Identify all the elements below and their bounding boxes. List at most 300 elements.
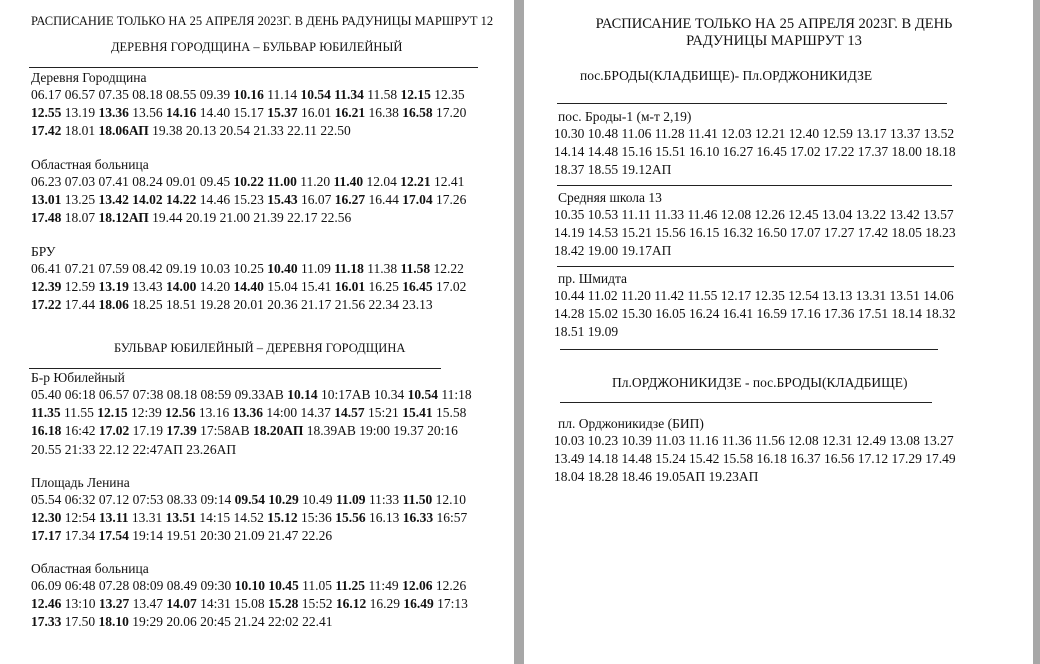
departure-time: 07.41 [98, 174, 129, 189]
departure-time: 17.27 [824, 225, 855, 240]
stop-name: Деревня Городщина [31, 70, 147, 85]
departure-time: 09.33АВ [234, 387, 284, 402]
departure-time: 15.56 [655, 225, 686, 240]
departure-time: 18.51 [554, 324, 585, 339]
departure-time: 17.29 [891, 451, 922, 466]
departure-time: 12.17 [720, 288, 752, 303]
departure-time: 12.21 [400, 174, 431, 189]
departure-time: 13.27 [98, 596, 130, 612]
departure-time: 15.56 [335, 510, 366, 526]
timetable [554, 206, 974, 260]
departure-time: 17.19 [132, 423, 164, 439]
timetable [554, 125, 974, 179]
departure-time: 18.05 [891, 225, 922, 240]
departure-time: 19.51 [166, 528, 197, 544]
departure-time: 06.23 [31, 174, 62, 189]
departure-time: 23.26АП [186, 441, 237, 457]
departure-time: 08:59 [200, 387, 232, 402]
departure-time: 11.56 [755, 433, 785, 448]
departure-time: 12.56 [165, 405, 196, 421]
departure-time: 17.48 [31, 210, 62, 226]
departure-time: 18.06АП [98, 123, 149, 139]
departure-time: 06:18 [64, 387, 96, 402]
departure-time: 08.55 [166, 87, 197, 102]
departure-time: 06.57 [98, 387, 130, 402]
departure-time: 17.16 [790, 306, 821, 321]
departure-time: 16.49 [403, 596, 434, 612]
departure-time: 11.25 [335, 578, 366, 593]
departure-time: 12.35 [434, 87, 465, 102]
departure-time: 16.32 [722, 225, 754, 240]
departure-time: 11.41 [688, 126, 718, 141]
departure-time: 13.36 [98, 105, 129, 121]
departure-time: 12.46 [31, 596, 62, 612]
departure-time: 15.30 [621, 306, 652, 321]
departure-time: 15.28 [268, 596, 299, 612]
departure-time: 16:42 [64, 423, 96, 439]
departure-time: 11.55 [687, 288, 718, 303]
departure-time: 22.50 [320, 123, 351, 139]
departure-time: 13.43 [132, 279, 163, 295]
departure-time: 18.12АП [98, 210, 149, 226]
departure-time: 19:14 [132, 528, 164, 544]
departure-time: 08.42 [132, 261, 163, 276]
departure-time: 20.54 [219, 123, 251, 139]
departure-time: 11.35 [31, 405, 61, 421]
departure-time: 13.31 [855, 288, 887, 303]
departure-time: 19.09 [587, 324, 619, 339]
departure-time: 11:18 [441, 387, 472, 402]
departure-time: 13.56 [132, 105, 163, 121]
departure-time: 11.05 [302, 578, 333, 593]
departure-time: 13.57 [923, 207, 954, 222]
departure-time: 19.23АП [708, 469, 759, 484]
departure-time: 21.00 [219, 210, 251, 226]
departure-time: 13.47 [132, 596, 164, 612]
departure-time: 16.21 [334, 105, 366, 121]
departure-time: 13.36 [232, 405, 264, 421]
departure-time: 11.16 [688, 433, 719, 448]
departure-time: 07.03 [64, 174, 96, 189]
departure-time: 14.53 [587, 225, 619, 240]
departure-time: 16.59 [756, 306, 787, 321]
departure-time: 16.44 [368, 192, 399, 208]
departure-time: 12.08 [788, 433, 819, 448]
departure-time: 09.01 [166, 174, 197, 189]
stop-name: Областная больница [31, 561, 149, 576]
departure-time: 10.03 [554, 433, 585, 448]
departure-time: 11.06 [621, 126, 652, 141]
departure-time: 06.09 [31, 578, 62, 593]
departure-time: 13.37 [890, 126, 921, 141]
departure-time: 15.08 [234, 596, 265, 612]
stop-name: пос. Броды-1 (м-т 2,19) [558, 109, 692, 124]
departure-time: 07.12 [98, 492, 130, 507]
timetable [31, 86, 479, 141]
departure-time: 16.41 [722, 306, 754, 321]
departure-time: 10.30 [554, 126, 585, 141]
departure-time: 14.02 [132, 192, 163, 208]
departure-time: 11.42 [654, 288, 685, 303]
departure-time: 11.09 [335, 492, 366, 507]
departure-time: 17.51 [857, 306, 889, 321]
departure-time: 15.42 [689, 451, 720, 466]
departure-time: 10.34 [373, 387, 405, 402]
departure-time: 18.18 [925, 144, 956, 159]
departure-time: 10:17АВ [320, 387, 371, 402]
route-12-direction-1-title: ДЕРЕВНЯ ГОРОДЩИНА – БУЛЬВАР ЮБИЛЕЙНЫЙ [111, 40, 403, 54]
departure-time: 19.28 [199, 297, 231, 313]
departure-time: 16.27 [334, 192, 366, 208]
departure-time: 18.20АП [253, 423, 304, 439]
departure-time: 21.33 [253, 123, 284, 139]
departure-time: 22.17 [287, 210, 318, 226]
departure-time: 13.19 [64, 105, 96, 121]
departure-time: 16.13 [368, 510, 400, 526]
departure-time: 12.54 [788, 288, 819, 303]
departure-time: 13.16 [198, 405, 230, 421]
departure-time: 20:30 [200, 528, 231, 544]
divider [557, 266, 954, 267]
departure-time: 12.26 [435, 578, 467, 593]
departure-time: 11.20 [621, 288, 651, 303]
departure-time: 10.53 [587, 207, 619, 222]
departure-time: 07.21 [64, 261, 96, 276]
departure-time: 05.54 [31, 492, 62, 507]
departure-time: 10.03 [199, 261, 231, 276]
departure-time: 13.04 [822, 207, 853, 222]
route-13-title [564, 16, 984, 50]
departure-time: 17.39 [166, 423, 197, 439]
departure-time: 12.45 [788, 207, 819, 222]
departure-time: 07.28 [98, 578, 130, 593]
departure-time: 12.31 [822, 433, 853, 448]
departure-time: 13.19 [98, 279, 129, 295]
departure-time: 22.12 [98, 441, 130, 457]
departure-time: 17.12 [857, 451, 889, 466]
departure-time: 14.22 [166, 192, 197, 208]
departure-time: 16.12 [335, 596, 367, 612]
departure-time: 14.28 [554, 306, 585, 321]
departure-time: 15.16 [621, 144, 652, 159]
departure-time: 11.40 [333, 174, 364, 189]
departure-time: 11.58 [400, 261, 431, 276]
departure-time: 10.40 [267, 261, 298, 276]
departure-time: 12.04 [366, 174, 397, 189]
departure-time: 08.49 [166, 578, 198, 593]
departure-time: 11.36 [721, 433, 752, 448]
route-13-direction-2-title: Пл.ОРДЖОНИКИДЗЕ - пос.БРОДЫ(КЛАДБИЩЕ) [612, 375, 908, 390]
departure-time: 16.27 [722, 144, 754, 159]
route-13-title-line-2: РАДУНИЦЫ МАРШРУТ 13 [686, 33, 862, 49]
departure-time: 06.17 [31, 87, 62, 102]
departure-time: 13.17 [856, 126, 887, 141]
departure-time: 14.20 [199, 279, 231, 295]
departure-time: 14.19 [554, 225, 585, 240]
departure-time: 16.29 [369, 596, 401, 612]
departure-time: 10.54 [300, 87, 331, 102]
departure-time: 18.04 [554, 469, 585, 484]
departure-time: 12.21 [755, 126, 786, 141]
departure-time: 09.39 [199, 87, 231, 102]
document-page-route-12 [0, 0, 514, 664]
departure-time: 17.44 [64, 297, 96, 313]
departure-time: 15.43 [267, 192, 298, 208]
departure-time: 20.06 [166, 614, 197, 630]
departure-time: 18.00 [891, 144, 922, 159]
departure-time: 15.24 [655, 451, 686, 466]
departure-time: 17.07 [790, 225, 821, 240]
departure-time: 10.23 [587, 433, 619, 448]
departure-time: 22.26 [301, 528, 333, 544]
departure-time: 08:09 [132, 578, 164, 593]
departure-time: 11.20 [300, 174, 331, 189]
departure-time: 13:10 [64, 596, 96, 612]
departure-time: 18.37 [554, 162, 585, 177]
departure-time: 10.49 [302, 492, 333, 507]
departure-time: 16.25 [368, 279, 399, 295]
departure-time: 14.14 [554, 144, 585, 159]
departure-time: 10.29 [268, 492, 299, 507]
departure-time: 21.47 [268, 528, 299, 544]
departure-time: 18.42 [554, 243, 585, 258]
departure-time: 17.22 [824, 144, 855, 159]
departure-time: 16.01 [334, 279, 366, 295]
departure-time: 10.48 [587, 126, 619, 141]
departure-time: 15.04 [267, 279, 298, 295]
departure-time: 13.13 [822, 288, 853, 303]
departure-time: 07:53 [132, 492, 164, 507]
departure-time: 18.10 [98, 614, 129, 630]
departure-time: 16.58 [402, 105, 433, 121]
departure-time: 11:33 [368, 492, 400, 507]
departure-time: 12.15 [400, 87, 431, 102]
departure-time: 09.19 [166, 261, 197, 276]
departure-time: 20.01 [233, 297, 264, 313]
departure-time: 14.37 [300, 405, 331, 421]
departure-time: 13.51 [889, 288, 920, 303]
stop-name: Б-р Юбилейный [31, 370, 125, 385]
departure-time: 15.17 [233, 105, 264, 121]
departure-time: 18.25 [132, 297, 163, 313]
departure-time: 18.07 [64, 210, 96, 226]
departure-time: 13.31 [131, 510, 163, 526]
timetable [31, 173, 479, 228]
departure-time: 16.38 [368, 105, 399, 121]
departure-time: 20:16 [427, 423, 458, 439]
departure-time: 06:32 [64, 492, 96, 507]
departure-time: 16.07 [301, 192, 332, 208]
departure-time: 12.41 [434, 174, 465, 189]
departure-time: 13.42 [889, 207, 920, 222]
stop-name: БРУ [31, 244, 56, 259]
departure-time: 15.58 [722, 451, 754, 466]
departure-time: 16.10 [689, 144, 720, 159]
departure-time: 11.11 [621, 207, 651, 222]
departure-time: 18.23 [925, 225, 956, 240]
departure-time: 14.40 [199, 105, 231, 121]
departure-time: 11.55 [64, 405, 94, 421]
departure-time: 15.51 [655, 144, 686, 159]
departure-time: 14.16 [166, 105, 197, 121]
departure-time: 12.40 [788, 126, 820, 141]
departure-time: 12.39 [31, 279, 62, 295]
departure-time: 17:13 [437, 596, 468, 612]
departure-time: 17:58АВ [200, 423, 250, 439]
departure-time: 10.25 [233, 261, 264, 276]
departure-time: 06:48 [64, 578, 96, 593]
departure-time: 13.52 [923, 126, 955, 141]
departure-time: 22.41 [302, 614, 333, 630]
departure-time: 18.55 [587, 162, 619, 177]
route-12-direction-2-title: БУЛЬВАР ЮБИЛЕЙНЫЙ – ДЕРЕВНЯ ГОРОДЩИНА [114, 341, 406, 355]
departure-time: 10.22 [233, 174, 264, 189]
departure-time: 17.54 [98, 528, 129, 544]
departure-time: 19.00 [587, 243, 619, 258]
divider [557, 103, 947, 104]
divider [557, 185, 952, 186]
route-13-direction-1-title: пос.БРОДЫ(КЛАДБИЩЕ)- Пл.ОРДЖОНИКИДЗЕ [580, 68, 873, 83]
departure-time: 14.40 [233, 279, 264, 295]
departure-time: 11.18 [334, 261, 364, 276]
stop-name: Средняя школа 13 [558, 190, 662, 205]
departure-time: 09:14 [200, 492, 232, 507]
stop-name: пл. Орджоникидзе (БИП) [558, 416, 704, 431]
departure-time: 16.45 [402, 279, 433, 295]
departure-time: 15:52 [301, 596, 333, 612]
departure-time: 16.01 [301, 105, 332, 121]
timetable [554, 432, 974, 486]
departure-time: 08.24 [132, 174, 163, 189]
departure-time: 12.22 [433, 261, 464, 276]
departure-time: 21:33 [64, 441, 96, 457]
departure-time: 08.18 [166, 387, 198, 402]
departure-time: 21.09 [234, 528, 265, 544]
departure-time: 10.14 [287, 387, 318, 402]
departure-time: 16.45 [756, 144, 787, 159]
stop-name: Площадь Ленина [31, 475, 130, 490]
departure-time: 14.48 [587, 144, 619, 159]
departure-time: 15.37 [267, 105, 298, 121]
departure-time: 23.13 [402, 297, 433, 313]
departure-time: 12.35 [754, 288, 785, 303]
departure-time: 10.16 [233, 87, 264, 102]
divider [560, 349, 938, 350]
timetable [31, 386, 479, 459]
departure-time: 16:57 [436, 510, 468, 526]
departure-time: 16.33 [402, 510, 434, 526]
departure-time: 14.07 [166, 596, 197, 612]
departure-time: 14.48 [621, 451, 652, 466]
departure-time: 15.58 [435, 405, 467, 421]
departure-time: 07.59 [98, 261, 129, 276]
departure-time: 05.40 [31, 387, 62, 402]
departure-time: 10.35 [554, 207, 585, 222]
departure-time: 13.08 [889, 433, 920, 448]
departure-time: 21.39 [253, 210, 284, 226]
departure-time: 11.00 [267, 174, 297, 189]
departure-time: 17.02 [98, 423, 130, 439]
departure-time: 17.02 [436, 279, 467, 295]
departure-time: 22:47АП [132, 441, 183, 457]
departure-time: 16.15 [689, 225, 720, 240]
departure-time: 06.41 [31, 261, 62, 276]
departure-time: 18.51 [166, 297, 197, 313]
departure-time: 11.02 [587, 288, 618, 303]
departure-time: 13.42 [98, 192, 129, 208]
departure-time: 16.50 [756, 225, 787, 240]
route-13-title-line-1: РАСПИСАНИЕ ТОЛЬКО НА 25 АПРЕЛЯ 2023Г. В ДЕНЬ [595, 16, 953, 32]
departure-time: 17.50 [64, 614, 96, 630]
departure-time: 11.03 [655, 433, 686, 448]
departure-time: 13.11 [98, 510, 129, 526]
departure-time: 19.12АП [621, 162, 672, 177]
departure-time: 17.26 [436, 192, 467, 208]
departure-time: 13.22 [855, 207, 887, 222]
departure-time: 08.33 [166, 492, 198, 507]
departure-time: 14.00 [166, 279, 197, 295]
departure-time: 09.54 [234, 492, 266, 507]
departure-time: 22.11 [287, 123, 318, 139]
departure-time: 11.38 [367, 261, 398, 276]
departure-time: 07:38 [132, 387, 164, 402]
departure-time: 11.33 [654, 207, 685, 222]
departure-time: 17.49 [925, 451, 956, 466]
departure-time: 18.01 [64, 123, 96, 139]
departure-time: 11.58 [367, 87, 398, 102]
departure-time: 17.37 [857, 144, 889, 159]
departure-time: 17.17 [31, 528, 62, 544]
departure-time: 14.46 [199, 192, 231, 208]
departure-time: 17.33 [31, 614, 62, 630]
departure-time: 19:29 [132, 614, 164, 630]
departure-time: 12.59 [64, 279, 96, 295]
departure-time: 10.10 [234, 578, 266, 593]
departure-time: 21.24 [234, 614, 265, 630]
departure-time: 13.49 [554, 451, 585, 466]
departure-time: 06.57 [64, 87, 96, 102]
departure-time: 21.17 [301, 297, 332, 313]
departure-time: 10.54 [407, 387, 438, 402]
departure-time: 11.09 [301, 261, 331, 276]
departure-time: 17.42 [857, 225, 889, 240]
departure-time: 18.46 [621, 469, 652, 484]
timetable [31, 260, 479, 315]
departure-time: 14:31 [200, 596, 231, 612]
departure-time: 11.46 [687, 207, 718, 222]
departure-time: 14.18 [587, 451, 619, 466]
departure-time: 09:30 [200, 578, 232, 593]
departure-time: 20:45 [200, 614, 231, 630]
departure-time: 16.05 [655, 306, 686, 321]
stop-name: пр. Шмидта [558, 271, 628, 286]
departure-time: 15.41 [301, 279, 332, 295]
departure-time: 12.08 [720, 207, 752, 222]
departure-time: 17.04 [402, 192, 433, 208]
departure-time: 12.10 [435, 492, 466, 507]
departure-time: 13.51 [165, 510, 197, 526]
departure-time: 12.55 [31, 105, 62, 121]
departure-time: 11.34 [334, 87, 364, 102]
departure-time: 11.14 [267, 87, 298, 102]
departure-time: 19:00 [359, 423, 390, 439]
timetable [554, 287, 974, 341]
departure-time: 12.15 [97, 405, 128, 421]
departure-time: 07.35 [98, 87, 129, 102]
departure-time: 15.21 [621, 225, 652, 240]
departure-time: 20.36 [267, 297, 298, 313]
departure-time: 15.12 [267, 510, 298, 526]
